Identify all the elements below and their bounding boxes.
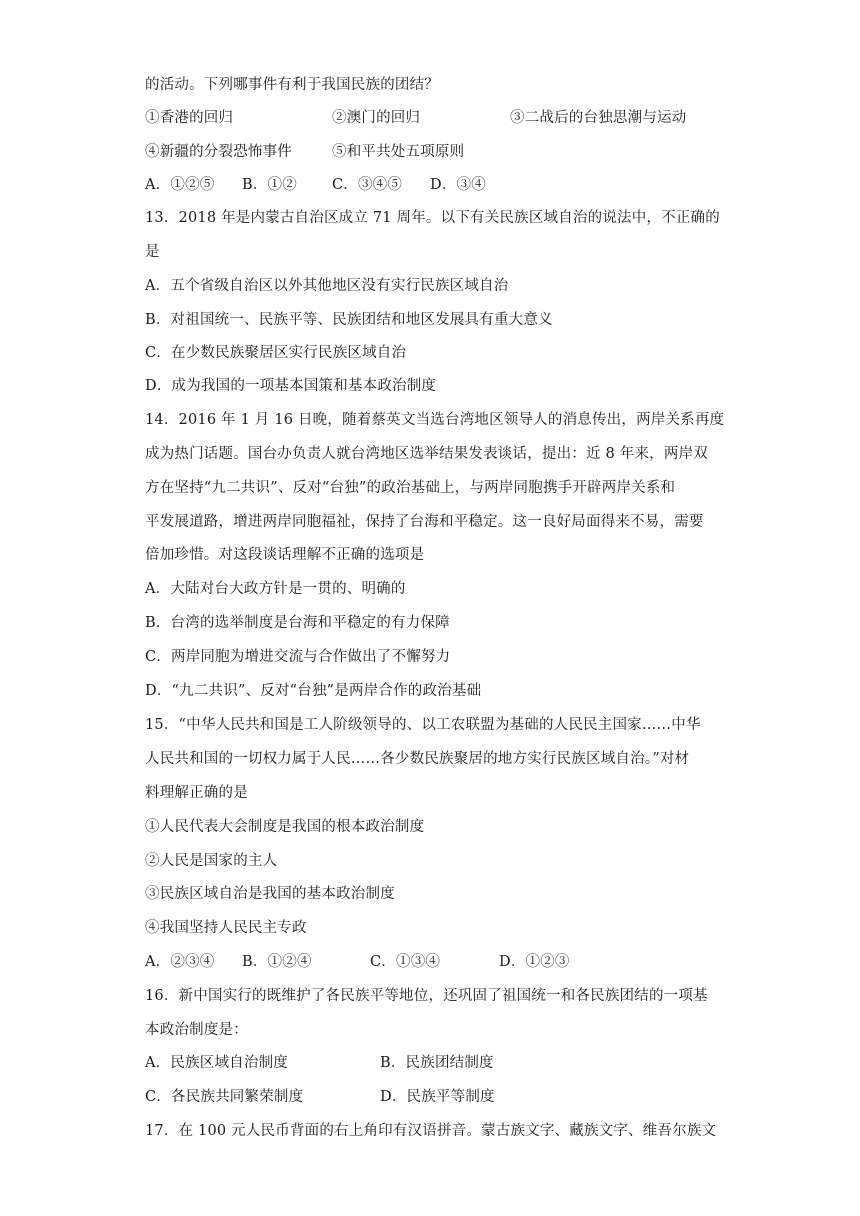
q13-choice-c: C．在少数民族聚居区实行民族区域自治 [145, 345, 407, 361]
q16-stem-line-2: 本政治制度是： [145, 1022, 248, 1038]
q15-choice-d: D．①②③ [499, 954, 570, 970]
q14-stem-line-5: 倍加珍惜。对这段谈话理解不正确的选项是 [145, 547, 425, 563]
q16-choice-c: C．各民族共同繁荣制度 [145, 1089, 304, 1105]
q16-choices-row-1 [145, 1053, 705, 1073]
q13-choice-d: D．成为我国的一项基本国策和基本政治制度 [145, 378, 437, 394]
q12-option-5: ⑤和平共处五项原则 [332, 144, 465, 160]
q12-options-row-1 [145, 108, 705, 128]
q15-choice-b: B．①②④ [242, 954, 312, 970]
q12-choice-d: D．③④ [430, 177, 486, 193]
q17-stem-line-1: 17．在 100 元人民币背面的右上角印有汉语拼音。蒙古族文字、藏族文字、维吾尔族文 [145, 1123, 717, 1139]
q13-choice-a: A．五个省级自治区以外其他地区没有实行民族区域自治 [145, 278, 509, 294]
q15-item-3: ③民族区域自治是我国的基本政治制度 [145, 886, 395, 902]
q14-stem-line-1: 14．2016 年 1 月 16 日晚，随着蔡英文当选台湾地区领导人的消息传出，两岸关系再度 [145, 412, 725, 428]
q14-choice-c: C．两岸同胞为增进交流与合作做出了不懈努力 [145, 649, 451, 665]
q16-choices-row-2 [145, 1087, 705, 1107]
q12-choice-c: C．③④⑤ [332, 177, 403, 193]
q15-stem-line-1: 15．“中华人民共和国是工人阶级领导的、以工农联盟为基础的人民民主国家……中华 [145, 717, 701, 733]
q12-options-row-2 [145, 142, 705, 162]
q15-item-1: ①人民代表大会制度是我国的根本政治制度 [145, 819, 425, 835]
q12-stem-tail: 的活动。下列哪事件有利于我国民族的团结？ [145, 77, 439, 93]
q12-option-1: ①香港的回归 [145, 110, 234, 126]
q12-choice-a: A．①②⑤ [145, 177, 215, 193]
q12-choices [145, 175, 705, 195]
q12-option-3: ③二战后的台独思潮与运动 [510, 110, 687, 126]
q15-choice-c: C．①③④ [370, 954, 441, 970]
q13-stem-line-1: 13．2018 年是内蒙古自治区成立 71 周年。以下有关民族区域自治的说法中，不正确的 [145, 210, 720, 226]
q13-choice-b: B．对祖国统一、民族平等、民族团结和地区发展具有重大意义 [145, 312, 553, 328]
q14-stem-line-4: 平发展道路，增进两岸同胞福祉，保持了台海和平稳定。这一良好局面得来不易，需要 [145, 514, 704, 530]
q12-choice-b: B．①② [242, 177, 297, 193]
q14-choice-a: A．大陆对台大政方针是一贯的、明确的 [145, 581, 406, 597]
q14-choice-d: D．“九二共识”、反对“台独”是两岸合作的政治基础 [145, 683, 482, 699]
q15-item-4: ④我国坚持人民民主专政 [145, 920, 307, 936]
q16-choice-b: B．民族团结制度 [380, 1055, 494, 1071]
q16-choice-d: D．民族平等制度 [380, 1089, 495, 1105]
q16-choice-a: A．民族区域自治制度 [145, 1055, 288, 1071]
q12-option-2: ②澳门的回归 [332, 110, 421, 126]
q14-stem-line-2: 成为热门话题。国台办负责人就台湾地区选举结果发表谈话，提出：近 8 年来，两岸双 [145, 446, 708, 462]
q15-stem-line-2: 人民共和国的一切权力属于人民……各少数民族聚居的地方实行民族区域自治。”对材 [145, 751, 690, 767]
q16-stem-line-1: 16．新中国实行的既维护了各民族平等地位，还巩固了祖国统一和各民族团结的一项基 [145, 988, 708, 1004]
q15-choice-a: A．②③④ [145, 954, 215, 970]
q12-option-4: ④新疆的分裂恐怖事件 [145, 144, 292, 160]
q14-choice-b: B．台湾的选举制度是台海和平稳定的有力保障 [145, 615, 450, 631]
q14-stem-line-3: 方在坚持“九二共识”、反对“台独”的政治基础上，与两岸同胞携手开辟两岸关系和 [145, 480, 676, 496]
q15-choices [145, 952, 705, 972]
q13-stem-line-2: 是 [145, 244, 160, 260]
q15-item-2: ②人民是国家的主人 [145, 853, 278, 869]
q15-stem-line-3: 料理解正确的是 [145, 785, 248, 801]
